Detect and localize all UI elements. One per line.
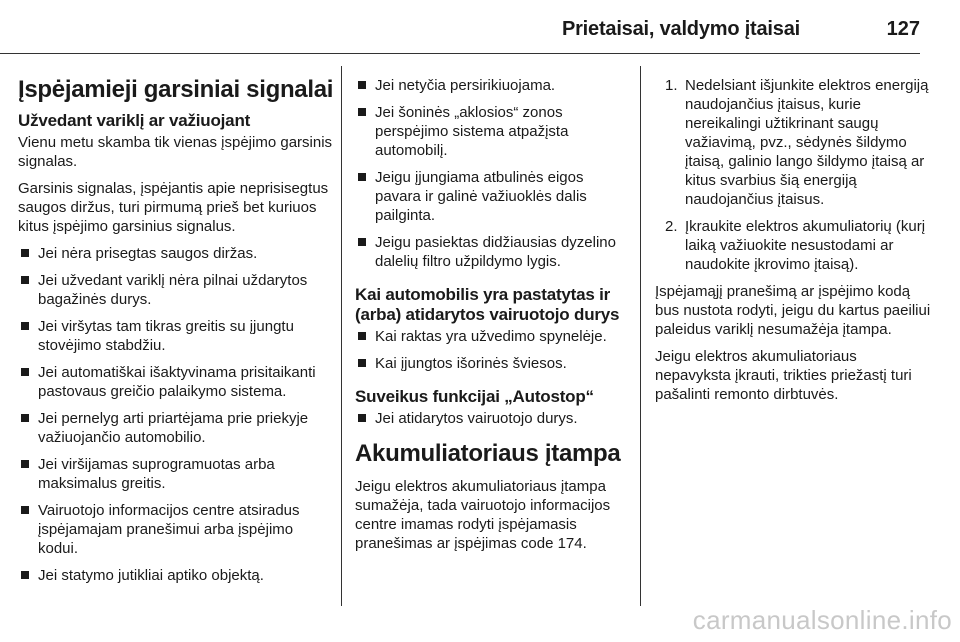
section-heading-battery-voltage: Akumuliatoriaus įtampa [355,440,621,467]
bullet-square-icon [21,322,29,330]
subheading-parked: Kai automobilis yra pastatytas ir (arba) atidarytos vairuotojo durys [355,285,620,324]
column-divider-1 [341,66,342,606]
list-item: Jeigu pasiektas didžiausias dyzelino dalelių filtro užpildymo lygis. [355,233,625,271]
bullet-list [355,327,625,373]
list-item: Jei netyčia persirikiuojama. [355,76,625,95]
list-item: Jei nėra prisegtas saugos diržas. [18,244,336,263]
subheading-autostop: Suveikus funkcijai „Autostop“ [355,387,594,406]
bullet-square-icon [21,276,29,284]
bullet-square-icon [358,238,366,246]
list-item: Jeigu įjungiama atbulinės eigos pavara ir galinė važiuoklės dalis pailginta. [355,168,625,225]
bullet-square-icon [21,460,29,468]
bullet-square-icon [358,359,366,367]
list-item: Jei atidarytos vairuotojo durys. [355,409,625,428]
list-item: Kai raktas yra užvedimo spynelėje. [355,327,625,346]
subheading-starting-driving: Užvedant variklį ar važiuojant [18,111,251,130]
list-item: Vairuotojo informacijos centre atsiradus įspėjamajam pranešimui arba įspėjimo kodui. [18,501,336,558]
bullet-square-icon [358,414,366,422]
header-rule [0,53,920,54]
bullet-list [18,244,336,585]
bullet-list [355,76,625,271]
paragraph: Garsinis signalas, įspėjantis apie neprisisegtus saugos diržus, turi pirmumą prieš bet kuriuos kitus įspėjimo garsinius signalus. [18,180,329,235]
bullet-square-icon [358,108,366,116]
column-3 [655,76,935,412]
column-1 [18,76,336,593]
paragraph: Jeigu elektros akumuliatoriaus įtampa sumažėja, tada vairuotojo informacijos centre imamas rodyti įspėjamasis pranešimas ar įspėjimas code 174. [355,478,611,552]
bullet-square-icon [21,249,29,257]
bullet-square-icon [21,414,29,422]
page-number: 127 [886,18,920,40]
column-divider-2 [640,66,641,606]
paragraph: Vienu metu skamba tik vienas įspėjimo garsinis signalas. [18,134,333,170]
list-item: Jei užvedant variklį nėra pilnai uždarytos bagažinės durys. [18,271,336,309]
list-item: 2. Įkraukite elektros akumuliatorių (kurį laiką važiuokite nesustodami ar naudokite įkrovimo įtaisą). [665,218,926,273]
header-title: Prietaisai, valdymo įtaisai [561,18,800,40]
bullet-square-icon [358,332,366,340]
section-heading-warning-chimes: Įspėjamieji garsiniai signalai [18,76,334,103]
list-item: Jei viršytas tam tikras greitis su įjungtu stovėjimo stabdžiu. [18,317,336,355]
column-2 [355,76,625,561]
bullet-square-icon [358,81,366,89]
bullet-square-icon [21,368,29,376]
page-header [0,18,920,48]
list-item: Jei statymo jutikliai aptiko objektą. [18,566,336,585]
list-item: 1. Nedelsiant išjunkite elektros energiją naudojančius įtaisus, kurie nereikalingi užtikrinant saugų važiavimą, pvz., sėdynės šildymo įtaisą, galinio lango šildymo įtaisą ar kitus svarbius šią energiją naudojančius įtaisus. [665,77,929,208]
numbered-list [655,76,935,274]
list-item: Kai įjungtos išorinės šviesos. [355,354,625,373]
paragraph: Įspėjamąjį pranešimą ar įspėjimo kodą bus nustota rodyti, jeigu du kartus paeiliui paleidus variklį nesumažėja įtampa. [655,283,931,338]
paragraph: Jeigu elektros akumuliatoriaus nepavyksta įkrauti, trikties priežastį turi pašalinti remonto dirbtuvės. [655,348,912,403]
bullet-square-icon [21,571,29,579]
bullet-list [355,409,625,428]
list-item: Jei viršijamas suprogramuotas arba maksimalus greitis. [18,455,336,493]
list-item: Jei automatiškai išaktyvinama prisitaikanti pastovaus greičio palaikymo sistema. [18,363,336,401]
list-item: Jei šoninės „aklosios“ zonos perspėjimo sistema atpažįsta automobilį. [355,103,625,160]
watermark: carmanualsonline.info [692,605,952,635]
list-item: Jei pernelyg arti priartėjama prie priekyje važiuojančio automobilio. [18,409,336,447]
bullet-square-icon [21,506,29,514]
bullet-square-icon [358,173,366,181]
